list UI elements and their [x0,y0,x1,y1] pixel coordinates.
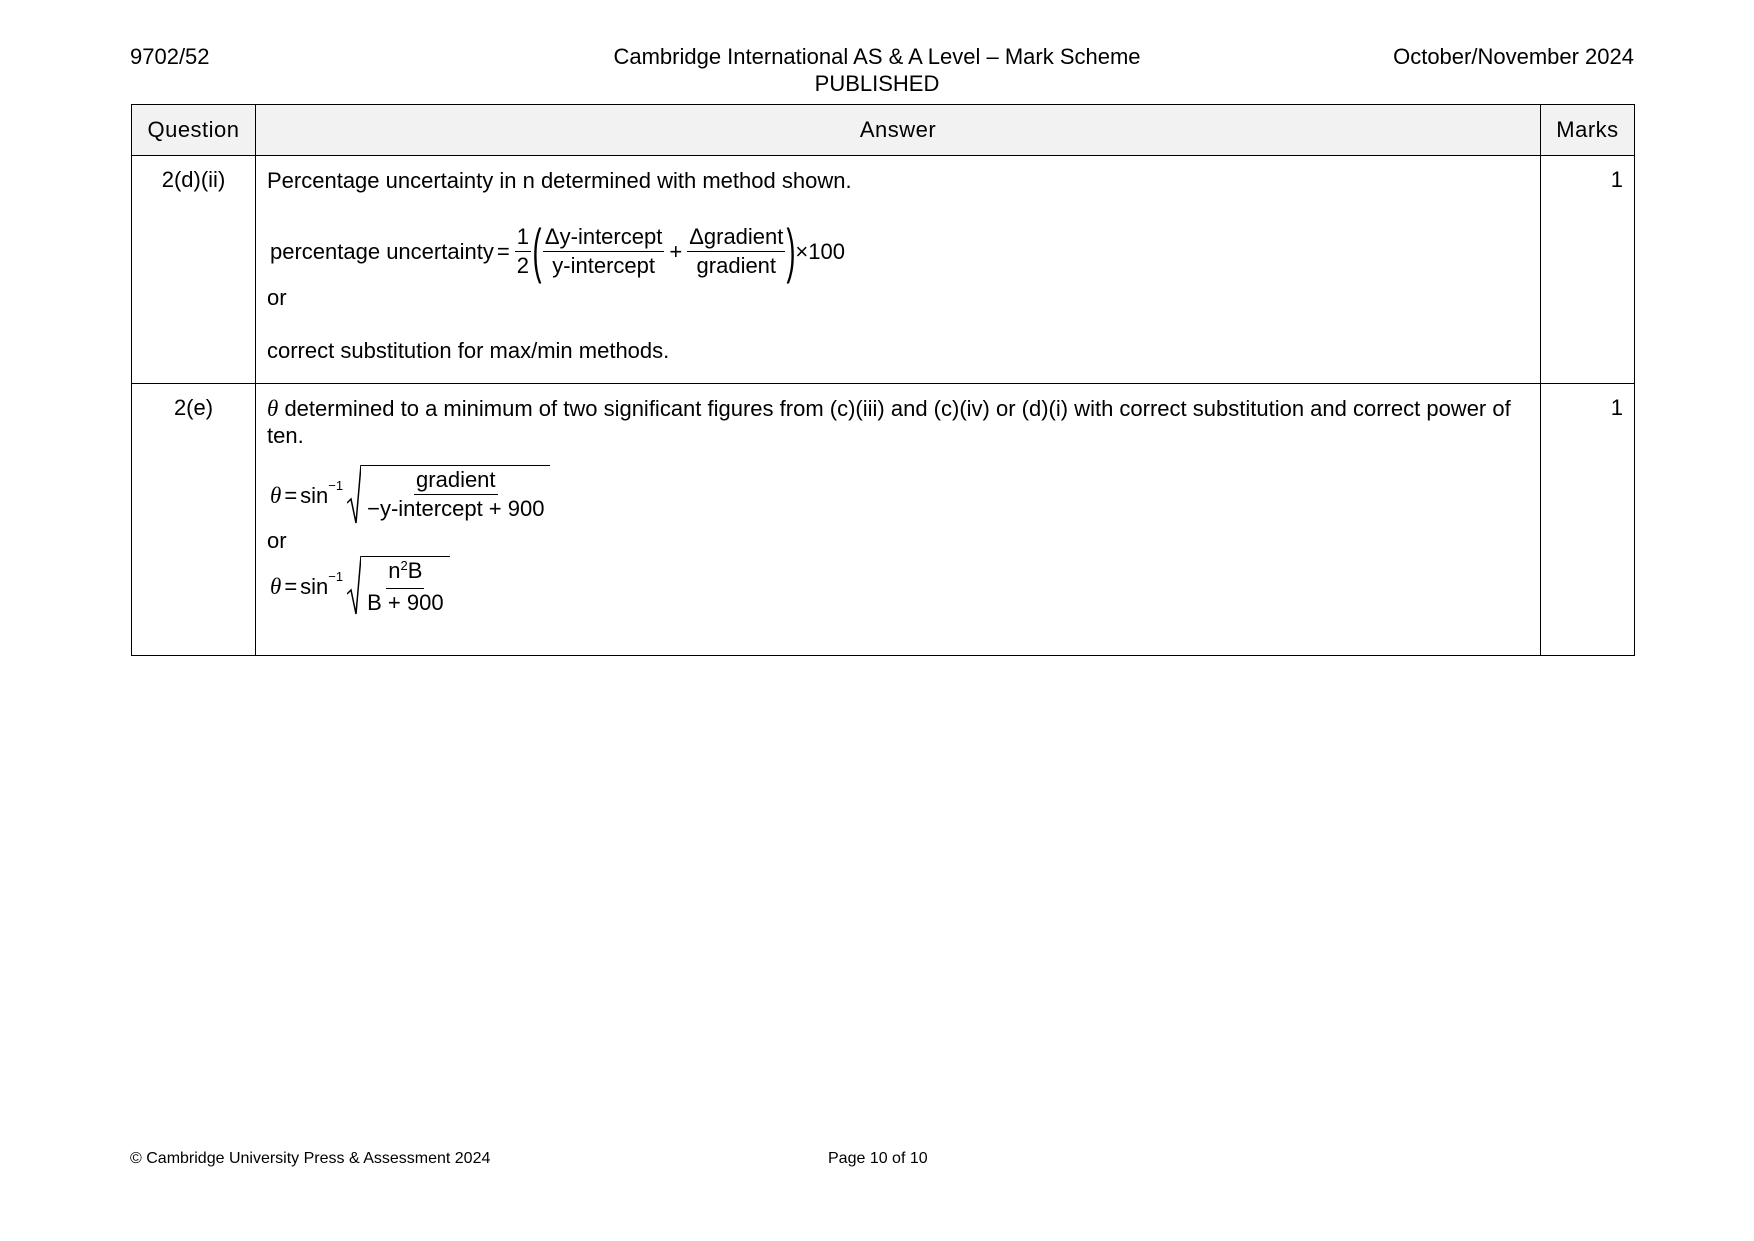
fraction-denominator: 2 [516,252,529,278]
radical-sign-icon [347,556,361,616]
sine-function: sin [300,573,329,599]
answer-cell [256,156,1541,384]
gradient-fraction [687,223,785,280]
mark-scheme-table [131,104,1635,656]
radicand [361,556,449,617]
published-label: PUBLISHED [814,71,940,96]
paper-code: 9702/52 [130,44,210,69]
inverse-exponent: −1 [328,477,344,493]
radicand [361,465,550,525]
equals-sign: = [496,238,510,264]
inverse-exponent: −1 [328,568,344,584]
sine-function: sin [300,482,329,508]
theta-formula-nb [270,554,1528,618]
marks-value: 1 [1541,156,1635,384]
or-text: or [267,528,287,553]
uncertainty-formula [270,218,1528,284]
squared-exponent: 2 [400,557,408,573]
theta-symbol: θ [267,396,279,421]
radicand-fraction [365,557,445,617]
b-symbol: B [407,557,423,583]
fraction-numerator [386,557,424,589]
table-row [132,156,1635,384]
times-hundred: ×100 [795,238,845,264]
answer-text: Percentage uncertainty in n determined with method shown. [267,168,852,193]
fraction-denominator: gradient [696,252,777,278]
answer-header: Answer [256,105,1541,156]
page-number: Page 10 of 10 [828,1150,928,1167]
half-fraction [515,223,531,280]
equals-sign: = [284,482,298,508]
answer-text: correct substitution for max/min methods. [267,338,670,363]
marks-header: Marks [1541,105,1635,156]
square-root [347,465,550,525]
fraction-numerator: Δy-intercept [543,223,664,252]
right-parenthesis: ) [786,217,796,284]
copyright-notice: © Cambridge University Press & Assessment 2024 [130,1150,491,1167]
exam-session: October/November 2024 [1393,44,1634,69]
intercept-fraction [543,223,664,280]
answer-text [267,395,1528,449]
question-header: Question [132,105,256,156]
table-header-row [132,105,1635,156]
radical-sign-icon [347,465,361,525]
plus-sign: + [669,238,683,264]
fraction-numerator: 1 [515,223,531,252]
n-symbol: n [388,557,401,583]
table-row [132,384,1635,656]
question-number: 2(e) [132,384,256,656]
theta-formula-gradient [270,463,1528,527]
equals-sign: = [284,573,298,599]
fraction-denominator: y-intercept [552,252,655,278]
marks-value: 1 [1541,384,1635,656]
fraction-numerator: Δgradient [687,223,785,252]
theta-symbol: θ [270,573,282,599]
radicand-fraction [365,466,546,525]
answer-sentence: determined to a minimum of two significant figures from (c)(iii) and (c)(iv) or (d)(i) with correct substitution and correct power of ten. [267,396,1511,448]
left-parenthesis: ( [532,217,542,284]
fraction-denominator: B + 900 [367,589,444,615]
formula-lhs: percentage uncertainty [270,238,494,264]
answer-cell [256,384,1541,656]
fraction-denominator: −y-intercept + 900 [367,496,545,521]
fraction-numerator: gradient [414,466,498,495]
question-number: 2(d)(ii) [132,156,256,384]
square-root [347,556,449,617]
document-title: Cambridge International AS & A Level – Mark Scheme [613,44,1141,69]
or-text: or [267,285,287,310]
theta-symbol: θ [270,482,282,508]
